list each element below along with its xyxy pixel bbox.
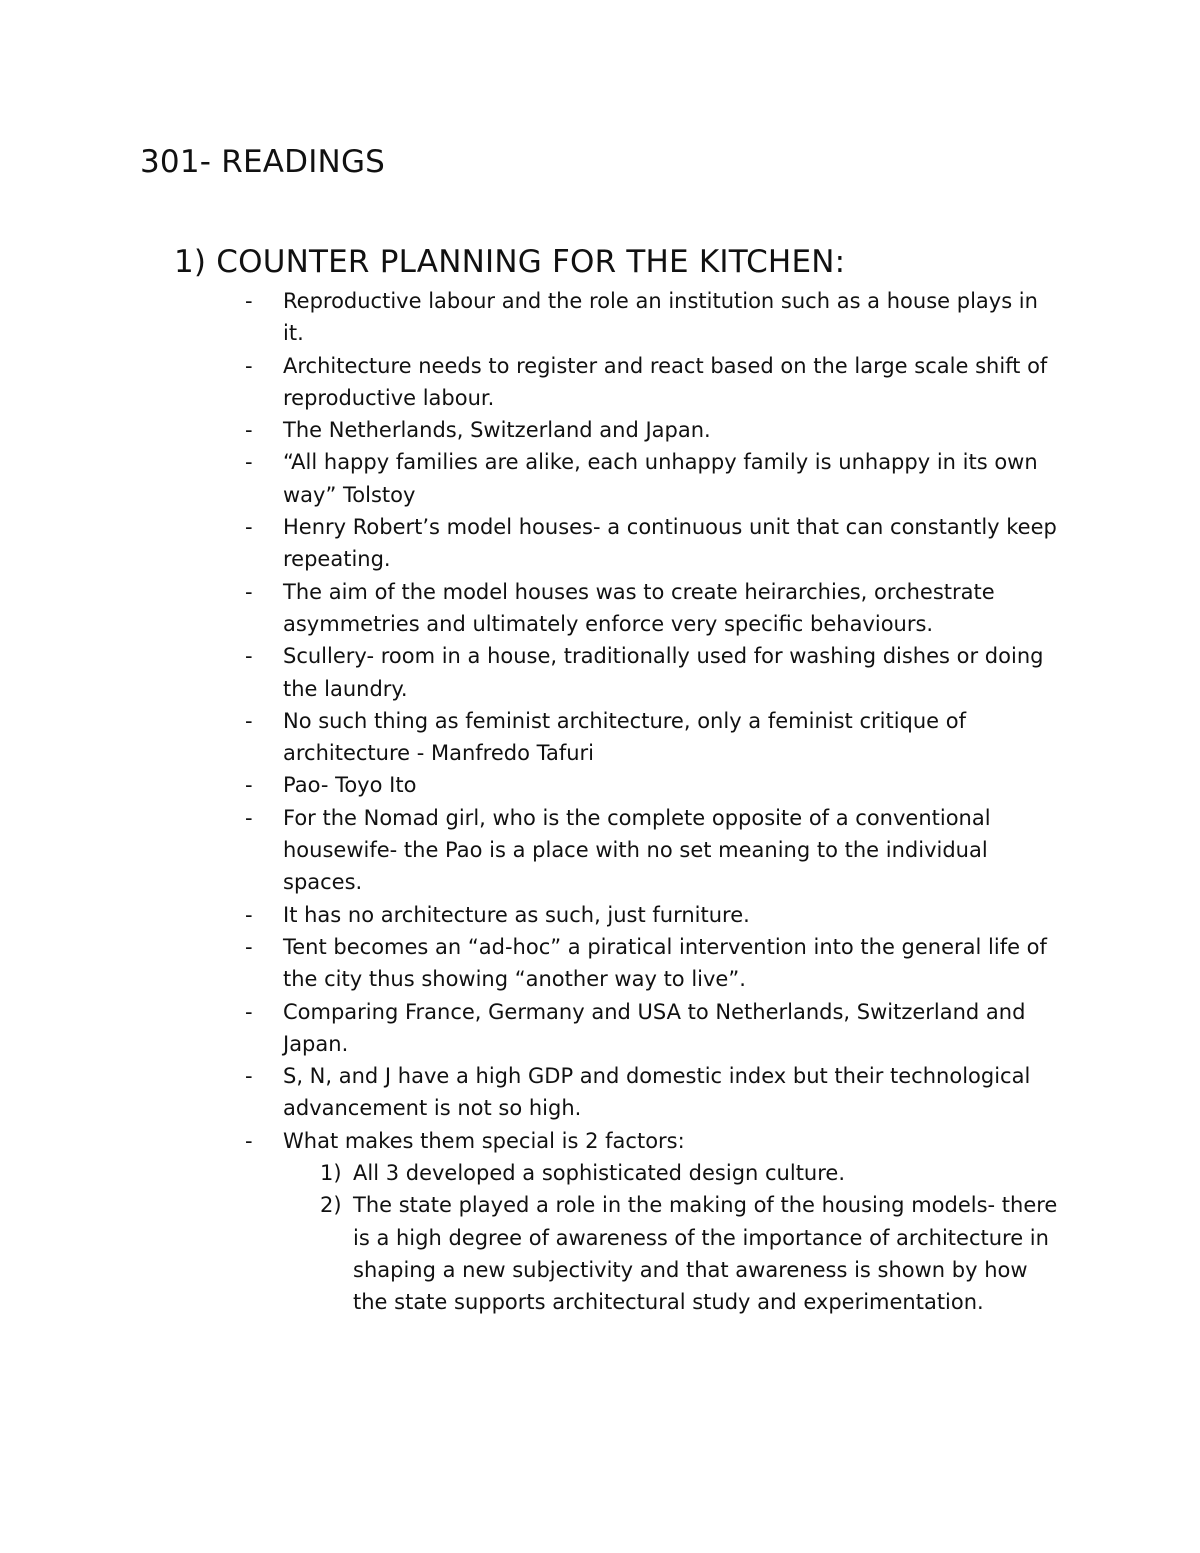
numbered-item [320,1157,1065,1189]
bullet-text: Comparing France, Germany and USA to Netherlands, Switzerland and Japan. [283,999,1026,1056]
bullet-item [245,640,1065,705]
dash-marker: - [245,289,253,313]
bullet-text: The aim of the model houses was to create heirarchies, orchestrate asymmetries and ultimately enforce very specific behaviours. [283,579,995,636]
bullet-item [245,511,1065,576]
bullet-text: Architecture needs to register and react based on the large scale shift of reproductive labour. [283,353,1048,410]
bullet-text: “All happy families are alike, each unhappy family is unhappy in its own way” Tolstoy [283,450,1038,507]
dash-marker: - [245,644,253,669]
bullet-item [245,1060,1065,1125]
numbered-item [320,1189,1065,1318]
item-number: 1) [320,1161,342,1186]
dash-marker: - [245,805,253,830]
dash-marker: - [245,515,253,540]
dash-marker: - [245,902,253,927]
bullet-text: What makes them special is 2 factors: [283,1128,685,1153]
bullet-text: Reproductive labour and the role an institution such as a house plays in it. [283,289,1038,346]
bullet-text: It has no architecture as such, just furniture. [283,902,750,927]
dash-marker: - [245,353,253,378]
bullet-item [245,705,1065,770]
dash-marker: - [245,579,253,604]
bullet-item [245,931,1065,996]
bullet-item [245,576,1065,641]
dash-marker: - [245,999,253,1024]
bullet-text: Scullery- room in a house, traditionally used for washing dishes or doing the laundry. [283,644,1044,701]
section-heading: 1) COUNTER PLANNING FOR THE KITCHEN: [174,244,846,280]
numbered-item-text: The state played a role in the making of the housing models- there is a high degree of awareness of the importance of architecture in shaping a new subjectivity and that awareness is shown by how the state supports architectural study and experimentation. [353,1193,1058,1315]
bullet-item [245,350,1065,415]
bullet-item [245,996,1065,1061]
numbered-item-text: All 3 developed a sophisticated design culture. [353,1161,846,1186]
bullet-item [245,899,1065,931]
dash-marker: - [245,1064,253,1089]
bullet-item [245,1125,1065,1319]
bullet-item [245,414,1065,446]
bullet-text: S, N, and J have a high GDP and domestic index but their technological advancement is not so high. [283,1064,1031,1121]
bullet-text: No such thing as feminist architecture, only a feminist critique of architecture - Manfredo Tafuri [283,708,967,766]
dash-marker: - [245,773,253,798]
dash-marker: - [245,418,253,443]
bullet-item [245,285,1065,350]
dash-marker: - [245,450,253,475]
item-number: 2) [320,1193,342,1218]
dash-marker: - [245,1128,253,1153]
bullet-list [245,285,1065,1319]
numbered-sublist [283,1157,1065,1318]
bullet-text: For the Nomad girl, who is the complete opposite of a conventional housewife- the Pao is a place with no set meaning to the individual spaces. [283,805,991,895]
bullet-text: Henry Robert’s model houses- a continuous unit that can constantly keep repeating. [283,515,1057,572]
bullet-text: Pao- Toyo Ito [283,773,417,798]
bullet-text: Tent becomes an “ad-hoc” a piratical intervention into the general life of the city thus showing “another way to live”. [283,934,1047,992]
bullet-text: The Netherlands, Switzerland and Japan. [283,418,711,443]
bullet-item [245,802,1065,899]
document-title: 301- READINGS [140,144,386,180]
dash-marker: - [245,708,253,733]
bullet-item [245,446,1065,511]
bullet-item [245,769,1065,801]
dash-marker: - [245,934,253,959]
